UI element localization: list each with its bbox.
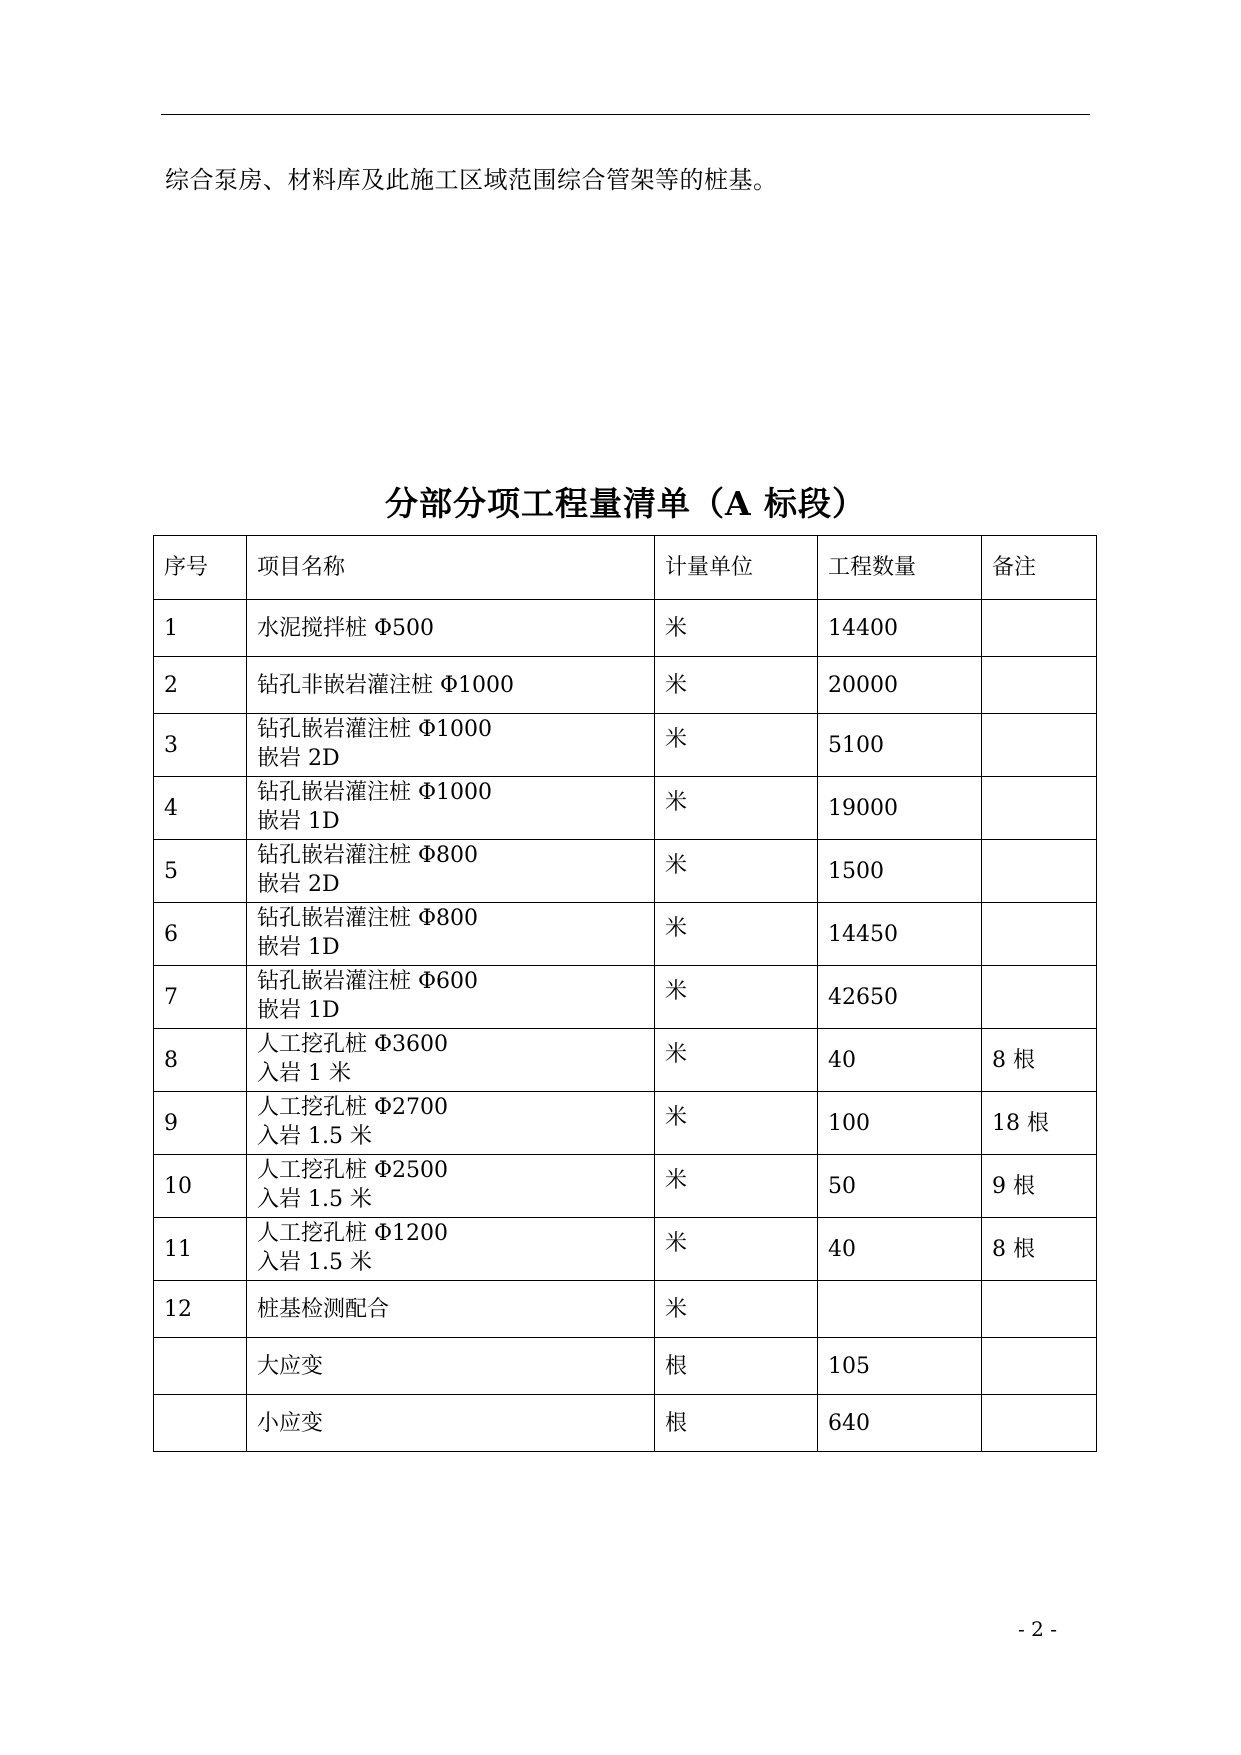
item-name-line: 嵌岩 1D: [257, 998, 340, 1023]
cell-quantity: 100: [818, 1092, 982, 1155]
cell-serial-no: [154, 1338, 247, 1395]
cell-unit: 根: [655, 1338, 818, 1395]
cell-item-name: [247, 1092, 655, 1155]
item-name-line: 钻孔嵌岩灌注桩 Φ800: [257, 906, 479, 931]
item-name-line: 钻孔非嵌岩灌注桩 Φ1000: [257, 672, 515, 698]
cell-quantity: 5100: [818, 714, 982, 777]
cell-item-name: [247, 1218, 655, 1281]
table-row: [154, 657, 1097, 714]
cell-item-name: [247, 1395, 655, 1452]
cell-remarks: [982, 1395, 1097, 1452]
table-row: [154, 1155, 1097, 1218]
cell-serial-no: 6: [154, 903, 247, 966]
cell-remarks: [982, 777, 1097, 840]
cell-quantity: 14450: [818, 903, 982, 966]
header-rule: [161, 114, 1090, 115]
cell-serial-no: 1: [154, 600, 247, 657]
cell-serial-no: 4: [154, 777, 247, 840]
cell-unit: 米: [655, 600, 818, 657]
table-row: [154, 1338, 1097, 1395]
table-row: [154, 600, 1097, 657]
cell-unit: 根: [655, 1395, 818, 1452]
cell-remarks: [982, 1338, 1097, 1395]
document-title: 分部分项工程量清单（A 标段）: [384, 484, 867, 523]
cell-item-name: [247, 840, 655, 903]
table-row: [154, 903, 1097, 966]
cell-remarks: [982, 966, 1097, 1029]
cell-quantity: 105: [818, 1338, 982, 1395]
cell-remarks: [982, 657, 1097, 714]
item-name-line: 嵌岩 2D: [257, 872, 340, 897]
item-name-line: 钻孔嵌岩灌注桩 Φ1000: [257, 780, 493, 805]
item-name-line: 钻孔嵌岩灌注桩 Φ800: [257, 843, 479, 868]
cell-item-name: [247, 966, 655, 1029]
table-row: [154, 1218, 1097, 1281]
cell-item-name: [247, 777, 655, 840]
cell-remarks: [982, 840, 1097, 903]
cell-unit: 米: [655, 1155, 818, 1218]
cell-remarks: 8 根: [982, 1029, 1097, 1092]
cell-serial-no: 11: [154, 1218, 247, 1281]
cell-item-name: [247, 1281, 655, 1338]
table-body: [154, 600, 1097, 1452]
header-item-name: 项目名称: [247, 536, 655, 600]
item-name-line: 入岩 1.5 米: [257, 1187, 372, 1212]
cell-remarks: 18 根: [982, 1092, 1097, 1155]
item-name-line: 钻孔嵌岩灌注桩 Φ1000: [257, 717, 493, 742]
cell-remarks: [982, 714, 1097, 777]
cell-unit: 米: [655, 966, 818, 1029]
cell-remarks: [982, 600, 1097, 657]
cell-remarks: 9 根: [982, 1155, 1097, 1218]
page-number: - 2 -: [1018, 1617, 1057, 1641]
cell-unit: 米: [655, 657, 818, 714]
cell-quantity: 42650: [818, 966, 982, 1029]
table-row: [154, 840, 1097, 903]
item-name-line: 桩基检测配合: [257, 1296, 390, 1322]
item-name-line: 嵌岩 1D: [257, 935, 340, 960]
cell-quantity: 640: [818, 1395, 982, 1452]
cell-serial-no: 12: [154, 1281, 247, 1338]
cell-unit: 米: [655, 903, 818, 966]
item-name-line: 大应变: [257, 1353, 324, 1379]
item-name-line: 嵌岩 1D: [257, 809, 340, 834]
item-name-line: 入岩 1.5 米: [257, 1250, 372, 1275]
table-row: [154, 1395, 1097, 1452]
cell-quantity: 14400: [818, 600, 982, 657]
cell-unit: 米: [655, 1218, 818, 1281]
cell-unit: 米: [655, 777, 818, 840]
cell-quantity: 20000: [818, 657, 982, 714]
table-row: [154, 714, 1097, 777]
cell-quantity: 40: [818, 1218, 982, 1281]
item-name-line: 嵌岩 2D: [257, 746, 340, 771]
cell-serial-no: 8: [154, 1029, 247, 1092]
item-name-line: 钻孔嵌岩灌注桩 Φ600: [257, 969, 479, 994]
table-row: [154, 777, 1097, 840]
cell-serial-no: 2: [154, 657, 247, 714]
cell-item-name: [247, 1029, 655, 1092]
cell-unit: 米: [655, 1281, 818, 1338]
cell-quantity: 19000: [818, 777, 982, 840]
header-remarks: 备注: [982, 536, 1097, 600]
cell-serial-no: 9: [154, 1092, 247, 1155]
item-name-line: 入岩 1 米: [257, 1061, 351, 1086]
cell-item-name: [247, 1338, 655, 1395]
item-name-line: 水泥搅拌桩 Φ500: [257, 615, 435, 641]
item-name-line: 人工挖孔桩 Φ2700: [257, 1095, 449, 1120]
item-name-line: 人工挖孔桩 Φ3600: [257, 1032, 449, 1057]
cell-serial-no: [154, 1395, 247, 1452]
intro-paragraph: 综合泵房、材料库及此施工区域范围综合管架等的桩基。: [165, 166, 778, 194]
cell-unit: 米: [655, 1092, 818, 1155]
item-name-line: 小应变: [257, 1410, 324, 1436]
table-row: [154, 1092, 1097, 1155]
header-quantity: 工程数量: [818, 536, 982, 600]
cell-item-name: [247, 600, 655, 657]
cell-item-name: [247, 1155, 655, 1218]
item-name-line: 人工挖孔桩 Φ1200: [257, 1221, 449, 1246]
table-row: [154, 1281, 1097, 1338]
cell-remarks: [982, 1281, 1097, 1338]
item-name-line: 入岩 1.5 米: [257, 1124, 372, 1149]
table-row: [154, 1029, 1097, 1092]
header-serial-no: 序号: [154, 536, 247, 600]
cell-serial-no: 10: [154, 1155, 247, 1218]
cell-quantity: [818, 1281, 982, 1338]
cell-quantity: 1500: [818, 840, 982, 903]
header-unit: 计量单位: [655, 536, 818, 600]
cell-serial-no: 3: [154, 714, 247, 777]
cell-serial-no: 5: [154, 840, 247, 903]
cell-serial-no: 7: [154, 966, 247, 1029]
bill-of-quantities-table: [153, 535, 1097, 1452]
table-header-row: [154, 536, 1097, 600]
cell-unit: 米: [655, 1029, 818, 1092]
cell-unit: 米: [655, 714, 818, 777]
table-row: [154, 966, 1097, 1029]
cell-item-name: [247, 903, 655, 966]
cell-unit: 米: [655, 840, 818, 903]
cell-remarks: 8 根: [982, 1218, 1097, 1281]
cell-item-name: [247, 657, 655, 714]
cell-remarks: [982, 903, 1097, 966]
item-name-line: 人工挖孔桩 Φ2500: [257, 1158, 449, 1183]
cell-item-name: [247, 714, 655, 777]
cell-quantity: 50: [818, 1155, 982, 1218]
cell-quantity: 40: [818, 1029, 982, 1092]
